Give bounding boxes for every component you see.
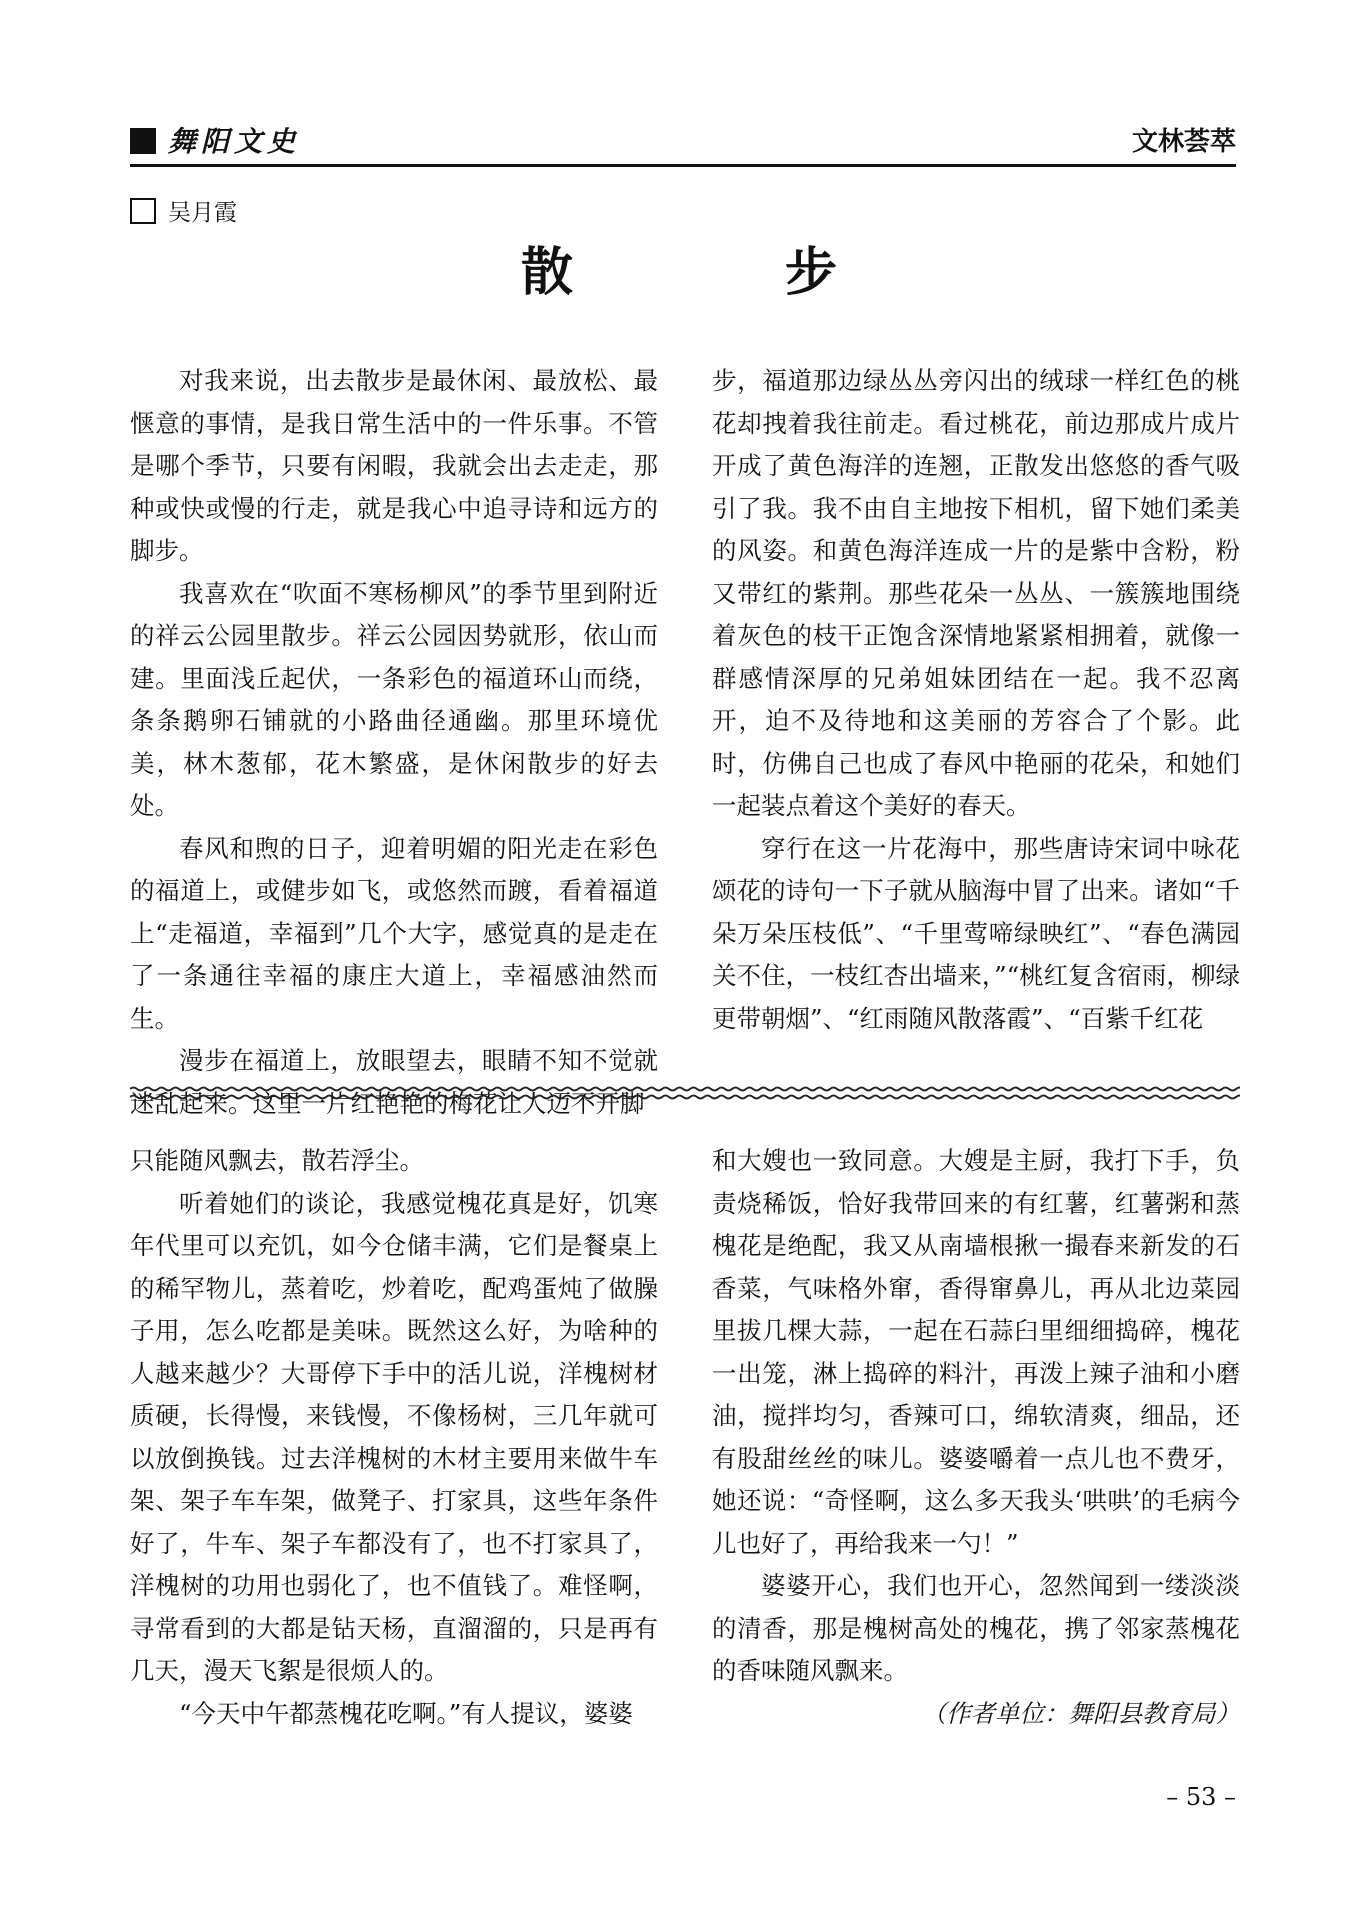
wavy-section-divider — [130, 1082, 1240, 1104]
author-name: 吴月霞 — [168, 200, 237, 226]
paragraph-continued: 只能随风飘去，散若浮尘。 — [130, 1146, 424, 1175]
header-square-mark — [130, 128, 156, 154]
author-affiliation: （作者单位：舞阳县教育局） — [921, 1698, 1240, 1728]
author-line — [130, 196, 237, 230]
paragraph: 春风和煦的日子，迎着明媚的阳光走在彩色的福道上，或健步如飞，或悠然而踱，看着福道上“走福道，幸福到”几个大字，感觉真的是走在了一条通往幸福的康庄大道上，幸福感油然而生。 — [130, 833, 658, 1033]
column-right-bottom — [712, 1140, 1240, 1735]
paragraph: 婆婆开心，我们也开心，忽然闻到一缕淡淡的清香，那是槐树高处的槐花，携了邻家蒸槐花的香味随风飘来。 — [712, 1571, 1240, 1685]
paragraph-continued: 和大嫂也一致同意。大嫂是主厨，我打下手，负责烧稀饭，恰好我带回来的有红薯，红薯粥和蒸槐花是绝配，我又从南墙根揪一撮春来新发的石香菜，气味格外窜，香得窜鼻儿，再从北边菜园里拔几棵大蒜，一起在石蒜臼里细细捣碎，槐花一出笼，淋上捣碎的料汁，再泼上辣子油和小磨油，搅拌均匀，香辣可口，绵软清爽，细品，还有股甜丝丝的味儿。婆婆嚼着一点儿也不费牙，她还说：“奇怪啊，这么多天我头‘哄哄’的毛病今儿也好了，再给我来一勺！” — [712, 1146, 1240, 1558]
journal-name: 舞阳文史 — [168, 125, 301, 158]
article-title: 散 步 — [520, 242, 917, 303]
column-name: 文林荟萃 — [1131, 127, 1236, 157]
paragraph: 听着她们的谈论，我感觉槐花真是好，饥寒年代里可以充饥，如今仓储丰满，它们是餐桌上的稀罕物儿，蒸着吃，炒着吃，配鸡蛋炖了做臊子用，怎么吃都是美味。既然这么好，为啥种的人越来越少？大哥停下手中的活儿说，洋槐树材质硬，长得慢，来钱慢，不像杨树，三几年就可以放倒换钱。过去洋槐树的木材主要用来做牛车架、架子车车架，做凳子、打家具，这些年条件好了，牛车、架子车都没有了，也不打家具了，洋槐树的功用也弱化了，也不值钱了。难怪啊，寻常看到的大都是钻天杨，直溜溜的，只是再有几天，漫天飞絮是很烦人的。 — [130, 1188, 658, 1685]
paragraph: 我喜欢在“吹面不寒杨柳风”的季节里到附近的祥云公园里散步。祥云公园因势就形，依山而建。里面浅丘起伏，一条彩色的福道环山而绕，条条鹅卵石铺就的小路曲径通幽。那里环境优美，林木葱郁，花木繁盛，是休闲散步的好去处。 — [130, 578, 658, 820]
paragraph-continued: 步，福道那边绿丛丛旁闪出的绒球一样红色的桃花却拽着我往前走。看过桃花，前边那成片成片开成了黄色海洋的连翘，正散发出悠悠的香气吸引了我。我不由自主地按下相机，留下她们柔美的风姿。和黄色海洋连成一片的是紫中含粉，粉又带红的紫荆。那些花朵一丛丛、一簇簇地围绕着灰色的枝干正饱含深情地紧紧相拥着，就像一群感情深厚的兄弟姐妹团结在一起。我不忍离开，迫不及待地和这美丽的芳容合了个影。此时，仿佛自己也成了春风中艳丽的花朵，和她们一起装点着这个美好的春天。 — [712, 366, 1240, 820]
paragraph: 对我来说，出去散步是最休闲、最放松、最惬意的事情，是我日常生活中的一件乐事。不管是哪个季节，只要有闲暇，我就会出去走走，那种或快或慢的行走，就是我心中追寻诗和远方的脚步。 — [130, 366, 658, 565]
column-left-bottom — [130, 1140, 658, 1735]
paragraph: 穿行在这一片花海中，那些唐诗宋词中咏花颂花的诗句一下子就从脑海中冒了出来。诸如“千朵万朵压枝低”、“千里莺啼绿映红”、“春色满园关不住，一枝红杏出墙来，”“桃红复含宿雨，柳绿更带朝烟”、“红雨随风散落霞”、“百紫千红花 — [712, 833, 1240, 1033]
paragraph: 漫步在福道上，放眼望去，眼睛不知不觉就迷乱起来。这里一片红艳艳的梅花让人迈不开脚 — [130, 1046, 658, 1118]
author-box-icon — [130, 198, 156, 224]
header-rule — [130, 164, 1236, 167]
page-header — [130, 122, 1236, 162]
paragraph: “今天中午都蒸槐花吃啊。”有人提议，婆婆 — [179, 1698, 633, 1728]
column-left-top — [130, 360, 658, 1125]
column-right-top — [712, 360, 1240, 1040]
page-number: – 53 – — [1166, 1783, 1236, 1811]
